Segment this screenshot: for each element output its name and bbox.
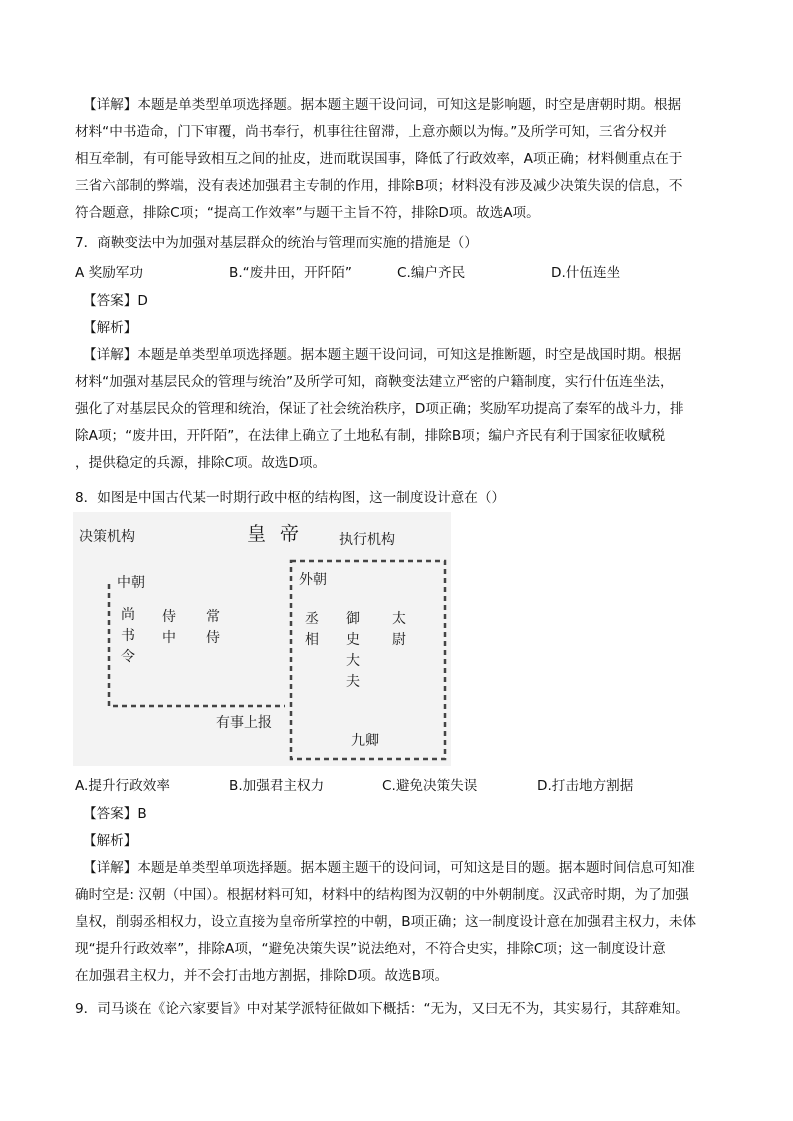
official-changshi: 常侍 (206, 609, 220, 646)
q7-analysis-heading: 【解析】 (83, 320, 138, 336)
execution-label: 执行机构 (339, 532, 395, 548)
official-chengxiang: 丞相 (305, 611, 319, 648)
emperor-label: 皇帝 (247, 523, 314, 545)
explanation-line: 强化了对基层民众的管理和统治，保证了社会统治秩序，D项正确；奖励军功提高了秦军的战斗力，排 (75, 401, 684, 417)
explanation-line: 【详解】本题是单类型单项选择题。据本题主题干的设问词，可知这是目的题。据本题时间信息可知准 (83, 860, 695, 876)
q8-option-d: D.打击地方割据 (537, 778, 634, 794)
explanation-line: 确时空是: 汉朝（中国）。根据材料可知，材料中的结构图为汉朝的中外朝制度。汉武帝时期，为了加强 (75, 887, 689, 903)
outer-court-label: 外朝 (299, 572, 327, 588)
explanation-line: 材料“加强对基层民众的管理与统治”及所学可知，商鞅变法建立严密的户籍制度，实行什伍连坐法， (75, 374, 674, 390)
official-yushidafu: 御史大夫 (346, 611, 360, 690)
explanation-line: 相互牵制，有可能导致相互之间的扯皮，进而耽误国事，降低了行政效率，A项正确；材料侧重点在于 (75, 151, 683, 167)
q8-option-a: A.提升行政效率 (75, 778, 170, 794)
q8-option-c: C.避免决策失误 (382, 778, 478, 794)
explanation-line: 材料“中书造命，门下审覆，尚书奉行，机事往往留滞，上意亦颇以为悔。”及所学可知，三省分权并 (75, 124, 667, 140)
explanation-line: 在加强君主权力，并不会打击地方割据，排除D项。故选B项。 (75, 968, 449, 984)
inner-court-label: 中朝 (117, 575, 145, 591)
official-taiwei: 太尉 (392, 611, 406, 648)
q7-option-d: D.什伍连坐 (551, 265, 621, 281)
official-shizhong: 侍中 (162, 609, 176, 646)
q8-option-b: B.加强君主权力 (229, 778, 325, 794)
question-9-stem: 9．司马谈在《论六家要旨》中对某学派特征做如下概括：“无为，又曰无不为，其实易行，其辞难知。 (75, 1001, 689, 1017)
jiuqing-label: 九卿 (351, 733, 379, 749)
explanation-line: 除A项；“废井田，开阡陌”，在法律上确立了土地私有制，排除B项；编户齐民有利于国家征收赋税 (75, 428, 666, 444)
explanation-line: 三省六部制的弊端，没有表述加强君主专制的作用，排除B项；材料没有涉及减少决策失误的信息，不 (75, 178, 683, 194)
q8-analysis-heading: 【解析】 (83, 833, 138, 849)
q7-answer: 【答案】D (83, 293, 148, 309)
q7-option-a: A 奖励军功 (75, 265, 143, 281)
decision-label: 决策机构 (79, 529, 135, 545)
question-8-stem: 8．如图是中国古代某一时期行政中枢的结构图，这一制度设计意在（） (75, 490, 506, 506)
explanation-line: 皇权，削弱丞相权力，设立直接为皇帝所掌控的中朝，B项正确；这一制度设计意在加强君主权力，未体 (75, 914, 697, 930)
explanation-line: 【详解】本题是单类型单项选择题。据本题主题干设问词，可知这是推断题，时空是战国时期。根据 (83, 347, 682, 363)
q7-option-c: C.编户齐民 (397, 265, 466, 281)
structure-diagram (73, 512, 451, 766)
explanation-line: 【详解】本题是单类型单项选择题。据本题主题干设问词，可知这是影响题，时空是唐朝时期。根据 (83, 97, 682, 113)
explanation-line: 符合题意，排除C项；“提高工作效率”与题干主旨不符，排除D项。故选A项。 (75, 205, 540, 221)
explanation-line: 现“提升行政效率”，排除A项，“避免决策失误”说法绝对，不符合史实，排除C项；这一制度设计意 (75, 941, 666, 957)
official-shangshuling: 尚书令 (121, 607, 135, 665)
q8-answer: 【答案】B (83, 806, 147, 822)
question-7-stem: 7．商鞅变法中为加强对基层群众的统治与管理而实施的措施是（） (75, 235, 478, 251)
q7-option-b: B.“废井田，开阡陌” (229, 265, 352, 281)
report-label: 有事上报 (216, 715, 272, 731)
explanation-line: ，提供稳定的兵源，排除C项。故选D项。 (75, 455, 327, 471)
